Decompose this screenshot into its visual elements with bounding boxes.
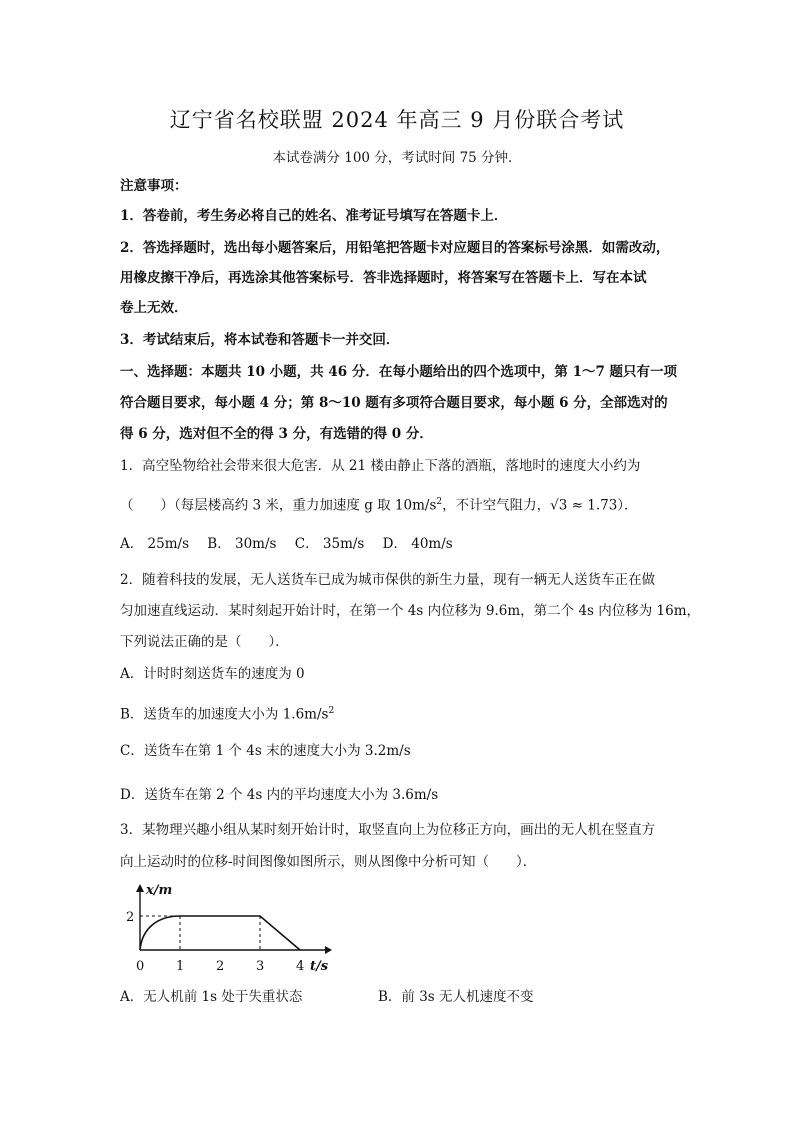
q1-stem-part-b: ，不计空气阻力，√3 ≈ 1.73）．	[442, 497, 638, 514]
q3-stem-line-1: 3．某物理兴趣小组从某时刻开始计时，取竖直向上为位移正方向，画出的无人机在竖直方	[120, 822, 656, 838]
x-tick-label: 1	[176, 959, 185, 974]
x-axis-arrow	[325, 946, 332, 954]
section-1-line-3: 得 6 分，选对但不全的得 3 分，有选错的得 0 分．	[120, 426, 433, 442]
x-tick-label: 0	[136, 959, 145, 974]
q1-option-d: D． 40m/s	[382, 536, 453, 552]
exam-subtitle: 本试卷满分 100 分，考试时间 75 分钟．	[272, 150, 522, 166]
q2-option-b-row	[120, 701, 680, 725]
q2-option-a: A．计时时刻送货车的速度为 0	[120, 666, 305, 682]
x-tick-label: 3	[256, 959, 265, 974]
q2-option-b: B．送货车的加速度大小为 1.6m/s	[120, 706, 329, 723]
q2-stem-line-1: 2．随着科技的发展，无人送货车已成为城市保供的新生力量，现有一辆无人送货车正在做	[120, 572, 656, 588]
section-1-line-2: 符合题目要求，每小题 4 分；第 8～10 题有多项符合题目要求，每小题 6 分，全部选对的	[120, 395, 668, 411]
x-axis-label: t/s	[310, 959, 329, 974]
y-axis-label: x/m	[146, 883, 173, 898]
x-tick-label: 2	[216, 959, 225, 974]
exam-title: 辽宁省名校联盟 2024 年高三 9 月份联合考试	[169, 108, 625, 132]
note-2-line-3: 卷上无效．	[120, 300, 188, 316]
q1-stem-part-a: （ ）（每层楼高约 3 米，重力加速度 g 取 10m/s	[120, 497, 437, 514]
x-tick-label: 4	[296, 959, 305, 974]
notes-heading: 注意事项：	[120, 178, 188, 194]
q3-displacement-time-graph	[120, 880, 340, 980]
q3-option-b: B．前 3s 无人机速度不变	[378, 989, 534, 1005]
q1-stem-superscript: 2	[436, 497, 443, 507]
note-1: 1．答卷前，考生务必将自己的姓名、准考证号填写在答题卡上．	[120, 208, 508, 224]
q1-stem-line-2	[120, 492, 680, 516]
note-2-line-1: 2．答选择题时，选出每小题答案后，用铅笔把答题卡对应题目的答案标号涂黑．如需改动，	[120, 240, 670, 256]
note-3: 3．考试结束后，将本试卷和答题卡一并交回．	[120, 332, 400, 348]
note-2-line-2: 用橡皮擦干净后，再选涂其他答案标号．答非选择题时，将答案写在答题卡上．写在本试	[120, 270, 647, 286]
q3-option-a: A．无人机前 1s 处于失重状态	[120, 989, 303, 1005]
q1-option-b: B． 30m/s	[207, 536, 277, 552]
q1-option-a: A． 25m/s	[120, 536, 189, 552]
y-tick-label: 2	[126, 910, 135, 925]
q2-stem-line-2: 匀加速直线运动．某时刻起开始计时，在第一个 4s 内位移为 9.6m，第二个 4s 内位移为 16m，	[120, 603, 701, 619]
q1-option-c: C． 35m/s	[294, 536, 365, 552]
q2-option-d: D．送货车在第 2 个 4s 内的平均速度大小为 3.6m/s	[120, 787, 439, 803]
q1-stem-line-1: 1．高空坠物给社会带来很大危害．从 21 楼由静止下落的酒瓶，落地时的速度大小约为	[120, 458, 641, 474]
section-1-line-1: 一、选择题：本题共 10 小题，共 46 分．在每小题给出的四个选项中，第 1～7 题只有一项	[120, 364, 678, 380]
series-line	[140, 916, 300, 950]
y-axis-arrow	[136, 884, 144, 892]
q2-option-c: C．送货车在第 1 个 4s 末的速度大小为 3.2m/s	[120, 743, 411, 759]
q2-stem-line-3: 下列说法正确的是（ ）．	[120, 634, 289, 650]
q2-option-b-superscript: 2	[328, 706, 335, 716]
q3-stem-line-2: 向上运动时的位移-时间图像如图所示，则从图像中分析可知（ ）．	[120, 854, 537, 870]
q1-options	[120, 534, 680, 554]
